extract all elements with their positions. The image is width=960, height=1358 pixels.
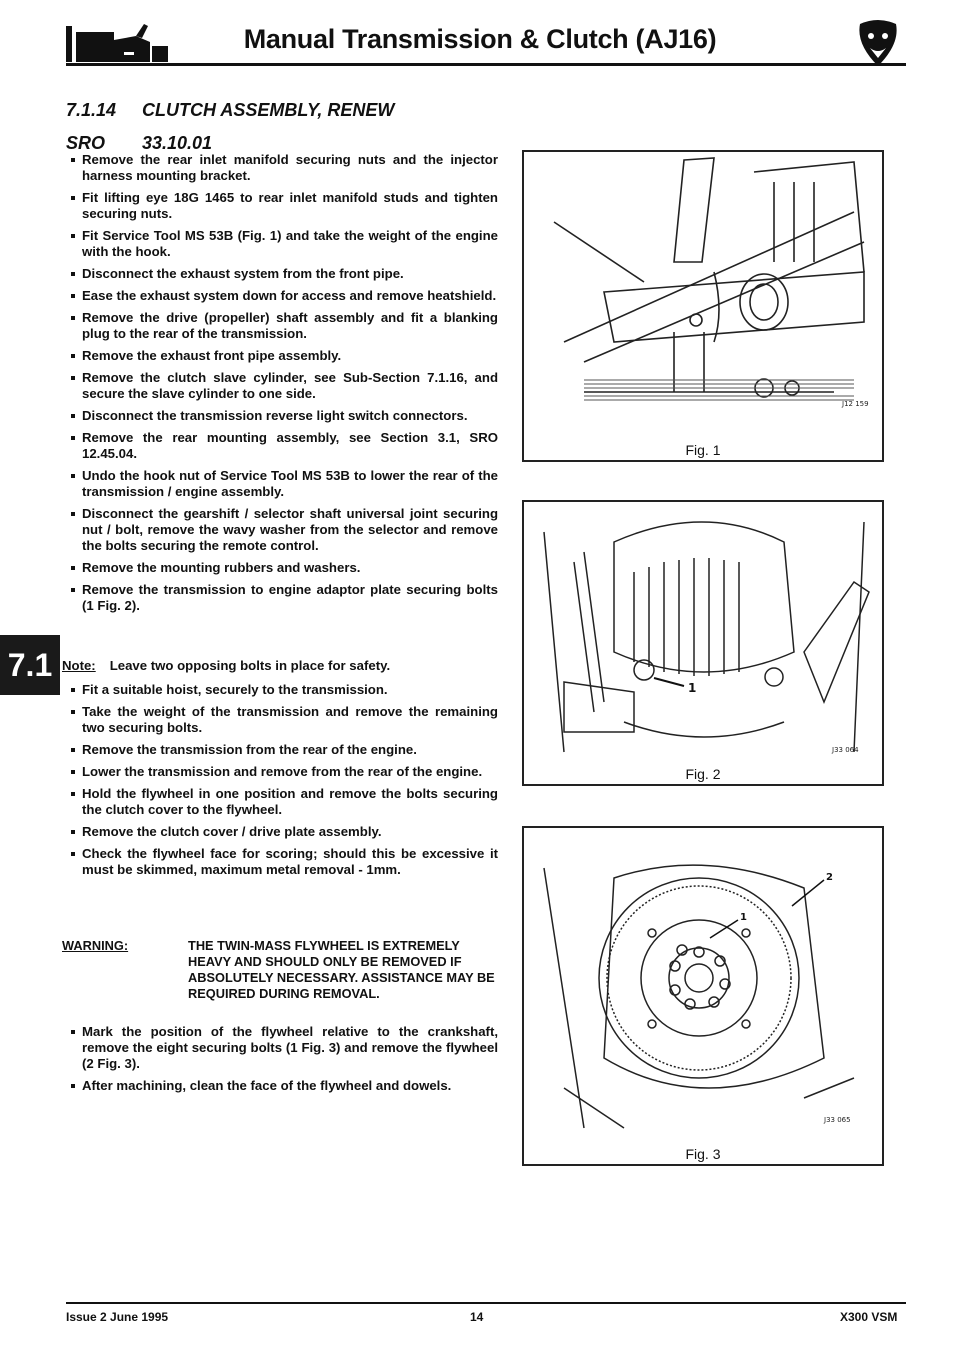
figure-2-code: J33 064 — [832, 746, 859, 754]
sro-line — [66, 133, 212, 154]
warning — [62, 938, 500, 1002]
step-item: Remove the clutch cover / drive plate assembly. — [70, 824, 498, 840]
step-item: Fit Service Tool MS 53B (Fig. 1) and take the weight of the engine with the hook. — [70, 228, 498, 260]
warning-label: WARNING: — [62, 938, 129, 953]
section-heading — [66, 100, 394, 121]
step-item: Ease the exhaust system down for access and remove heatshield. — [70, 288, 498, 304]
note-text: Leave two opposing bolts in place for safety. — [109, 658, 391, 673]
step-item: Remove the rear mounting assembly, see Section 3.1, SRO 12.45.04. — [70, 430, 498, 462]
figure-1-code: J12 159 — [842, 400, 869, 408]
section-tab: 7.1 — [0, 635, 60, 695]
step-item: Disconnect the exhaust system from the front pipe. — [70, 266, 498, 282]
sro-label: SRO — [66, 133, 106, 153]
step-item: After machining, clean the face of the flywheel and dowels. — [70, 1078, 498, 1094]
figure-3-caption: Fig. 3 — [685, 1146, 721, 1162]
step-item: Disconnect the gearshift / selector shaft universal joint securing nut / bolt, remove the wavy washer from the selector and remove the bolts securing the remote control. — [70, 506, 498, 554]
figure-1-illustration — [524, 152, 882, 460]
step-item: Remove the exhaust front pipe assembly. — [70, 348, 498, 364]
note-label: Note: — [62, 658, 96, 673]
step-item: Fit lifting eye 18G 1465 to rear inlet manifold studs and tighten securing nuts. — [70, 190, 498, 222]
figure-2-caption: Fig. 2 — [685, 766, 721, 782]
figure-1-caption: Fig. 1 — [685, 442, 721, 458]
steps-block-b — [70, 682, 498, 884]
step-item: Undo the hook nut of Service Tool MS 53B to lower the rear of the transmission / engine assembly. — [70, 468, 498, 500]
step-item: Take the weight of the transmission and remove the remaining two securing bolts. — [70, 704, 498, 736]
figure-3-callout-2: 2 — [826, 872, 833, 883]
figure-1 — [522, 150, 884, 462]
section-number: 7.1.14 — [66, 100, 117, 120]
figure-3-illustration — [524, 828, 882, 1164]
figure-3 — [522, 826, 884, 1166]
steps-block-a — [70, 152, 498, 620]
note — [62, 658, 390, 673]
footer-issue: Issue 2 June 1995 — [66, 1310, 169, 1324]
figure-2-callout-1: 1 — [688, 681, 697, 695]
warning-text: THE TWIN-MASS FLYWHEEL IS EXTREMELY HEAVY AND SHOULD ONLY BE REMOVED IF ABSOLUTELY NECESSARY. ASSISTANCE MAY BE REQUIRED DURING REMOVAL. — [188, 938, 495, 1001]
steps-list-a — [70, 152, 498, 614]
header-rule — [66, 63, 906, 66]
page-title: Manual Transmission & Clutch (AJ16) — [243, 24, 717, 54]
steps-list-c — [70, 1024, 498, 1094]
step-item: Remove the drive (propeller) shaft assembly and fit a blanking plug to the rear of the transmission. — [70, 310, 498, 342]
figure-2-illustration — [524, 502, 882, 784]
footer-doc: X300 VSM — [840, 1310, 898, 1324]
figure-2 — [522, 500, 884, 786]
step-item: Remove the clutch slave cylinder, see Sub-Section 7.1.16, and secure the slave cylinder to one side. — [70, 370, 498, 402]
step-item: Remove the transmission to engine adaptor plate securing bolts (1 Fig. 2). — [70, 582, 498, 614]
steps-list-b — [70, 682, 498, 878]
jaguar-head-logo — [856, 18, 900, 68]
figure-3-code: J33 065 — [824, 1116, 851, 1124]
step-item: Hold the flywheel in one position and remove the bolts securing the clutch cover to the flywheel. — [70, 786, 498, 818]
step-item: Remove the transmission from the rear of the engine. — [70, 742, 498, 758]
step-item: Disconnect the transmission reverse light switch connectors. — [70, 408, 498, 424]
step-item: Remove the rear inlet manifold securing nuts and the injector harness mounting bracket. — [70, 152, 498, 184]
step-item: Mark the position of the flywheel relative to the crankshaft, remove the eight securing bolts (1 Fig. 3) and remove the flywheel (2 Fig. 3). — [70, 1024, 498, 1072]
sro-number: 33.10.01 — [142, 133, 213, 153]
step-item: Fit a suitable hoist, securely to the transmission. — [70, 682, 498, 698]
page-number: 14 — [470, 1310, 484, 1324]
step-item: Remove the mounting rubbers and washers. — [70, 560, 498, 576]
figure-3-callout-1: 1 — [740, 912, 747, 923]
section-title: CLUTCH ASSEMBLY, RENEW — [142, 100, 395, 120]
step-item: Check the flywheel face for scoring; should this be excessive it must be skimmed, maximum metal removal - 1mm. — [70, 846, 498, 878]
footer-rule — [66, 1302, 906, 1304]
step-item: Lower the transmission and remove from the rear of the engine. — [70, 764, 498, 780]
steps-block-c — [70, 1024, 498, 1100]
